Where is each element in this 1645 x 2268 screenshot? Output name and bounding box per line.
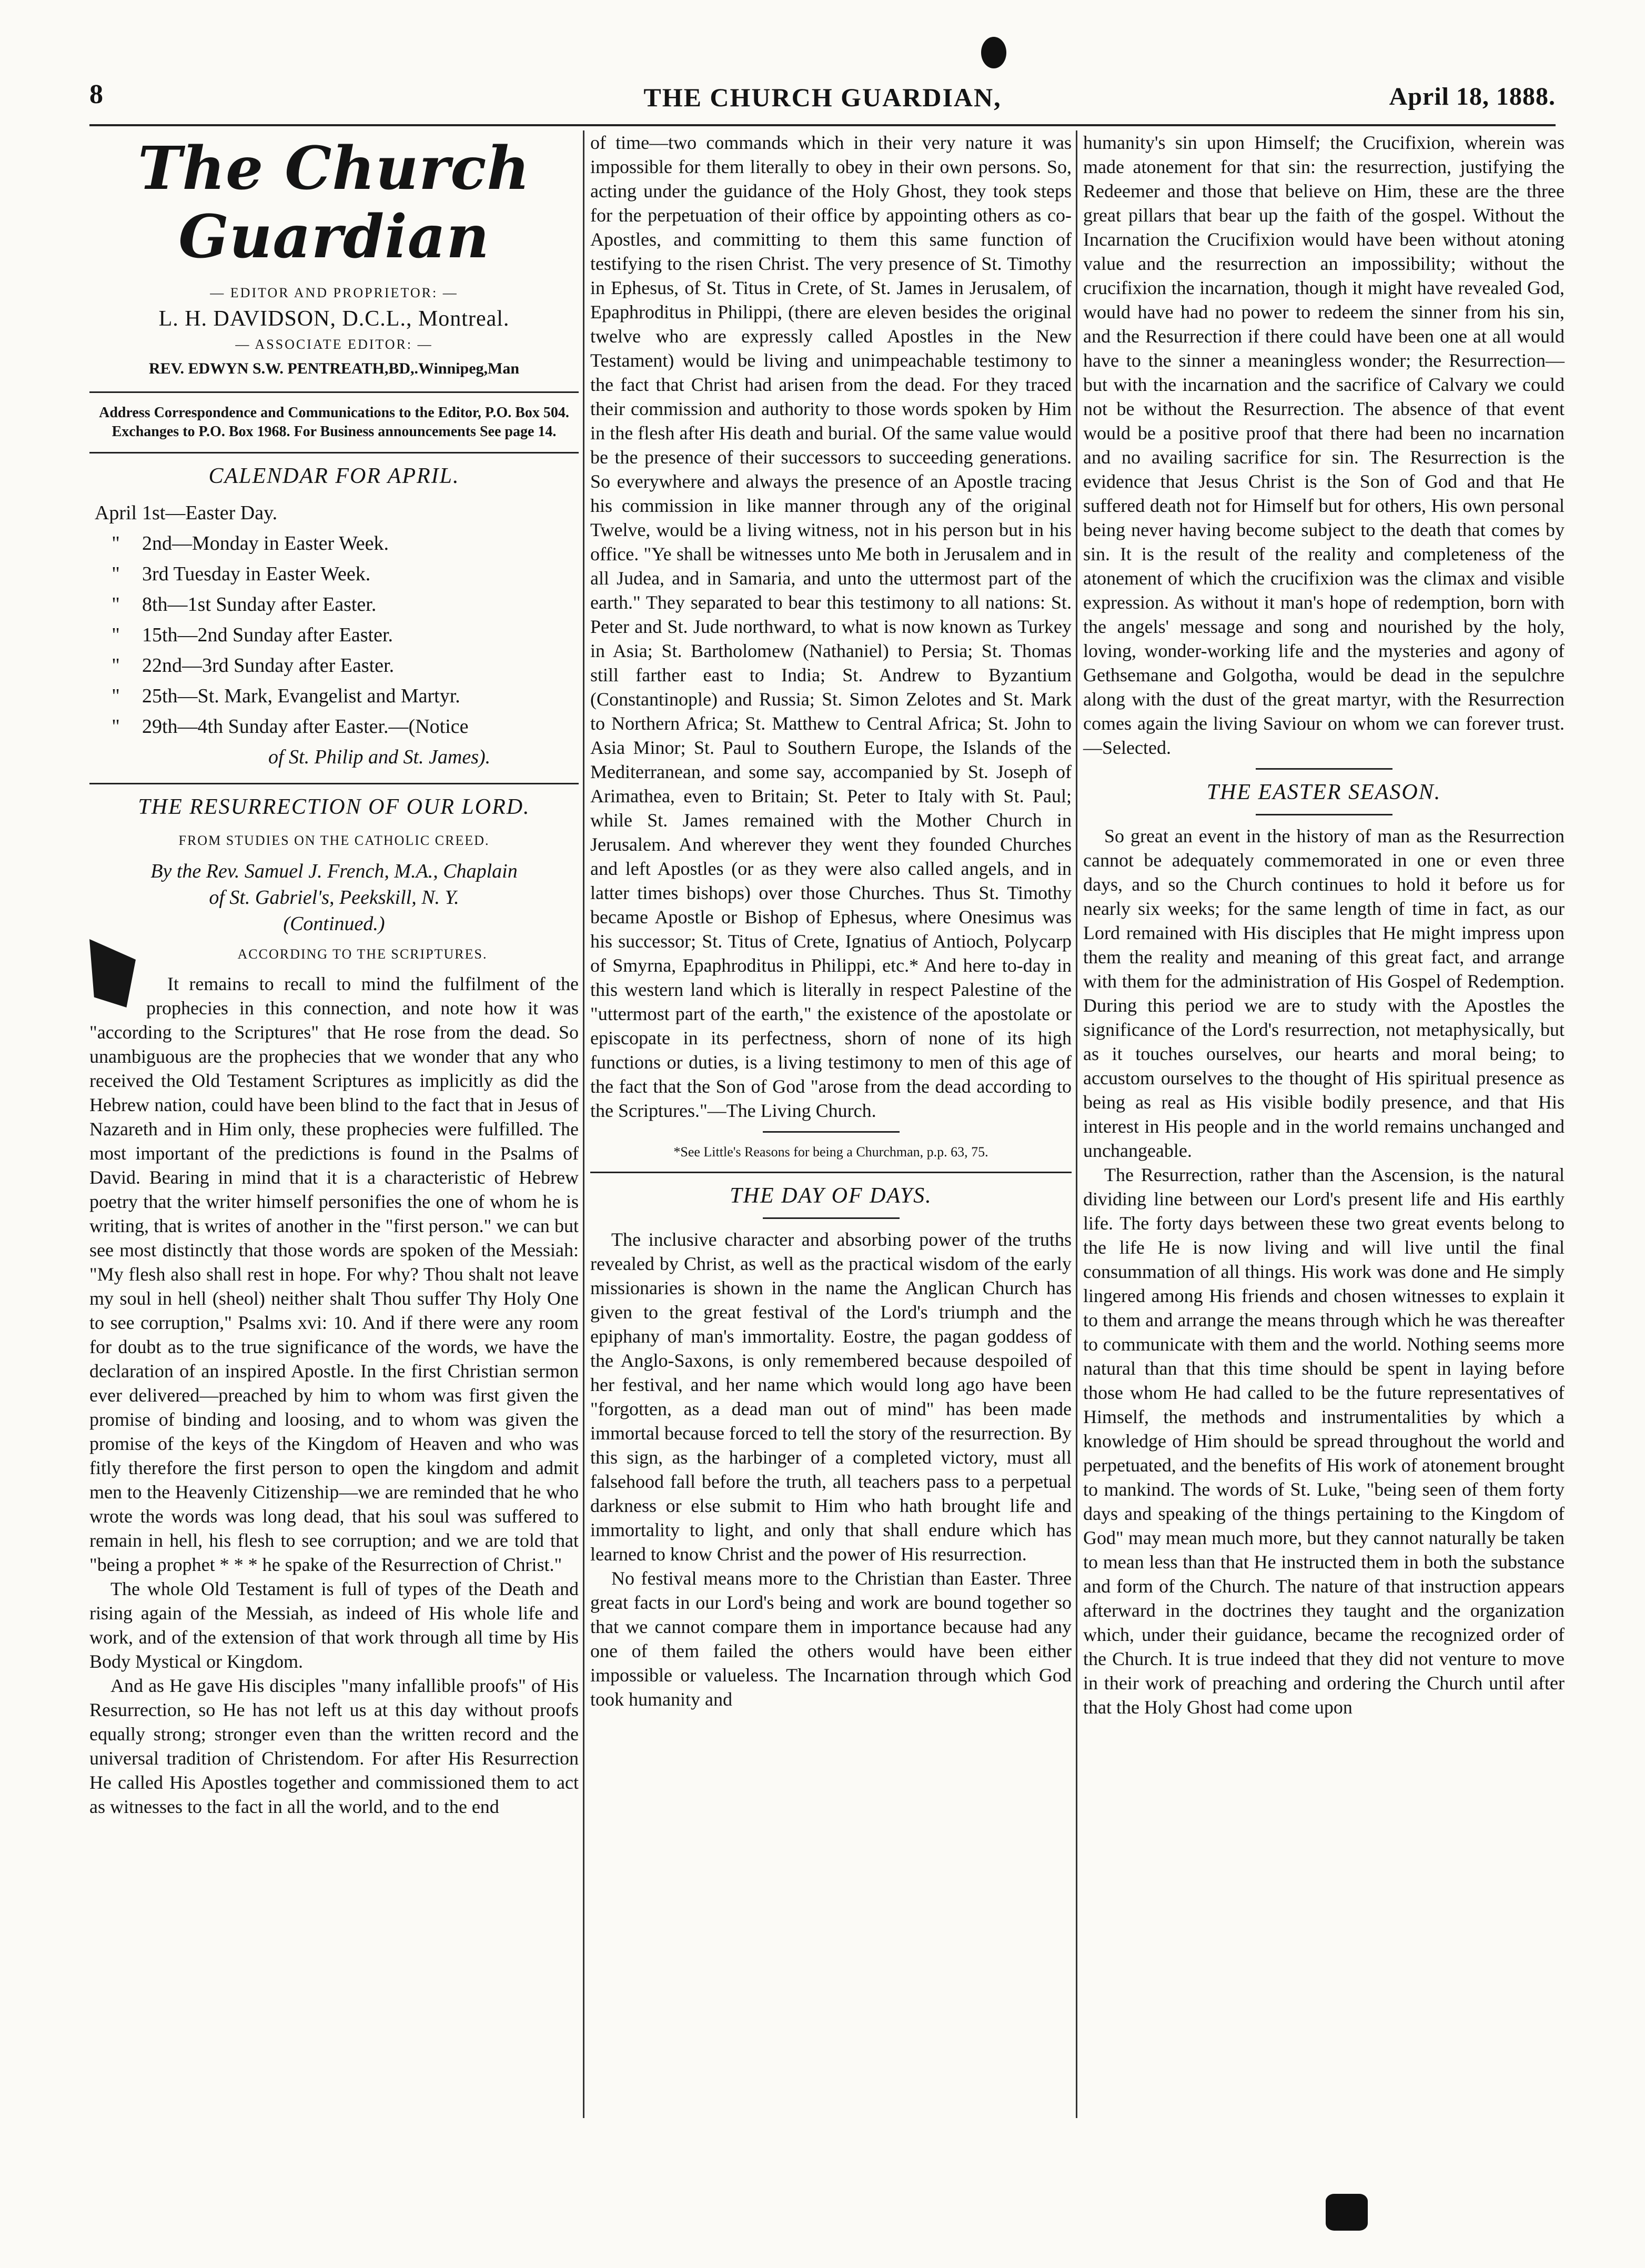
masthead-title: The Church Guardian — [138, 134, 530, 271]
divider — [763, 1217, 900, 1219]
editor-label: — EDITOR AND PROPRIETOR: — — [210, 285, 458, 300]
column-rule-1 — [583, 130, 584, 2118]
calendar-item: " 8th—1st Sunday after Easter. — [112, 593, 377, 616]
column-rule-2 — [1076, 130, 1077, 2118]
column-3 — [1083, 130, 1565, 1719]
editor-name: L. H. DAVIDSON, D.C.L., Montreal. — [158, 307, 510, 331]
calendar-item: April 1st—Easter Day. — [94, 502, 278, 524]
calendar-title: CALENDAR FOR APRIL. — [208, 464, 460, 488]
continued-note: (Continued.) — [283, 913, 385, 935]
calendar-item: " 25th—St. Mark, Evangelist and Martyr. — [112, 685, 460, 707]
paragraph: The inclusive character and absorbing power of the truths revealed by Christ, as well as the practical wisdom of the early missionaries is shown in the name the Anglican Church has given to the great festival of the Lord's triumph and the epiphany of man's immortality. Eostre, the pagan goddess of the Anglo-Saxons, is only remembered because despoiled of her festival, and her name which would long ago have been "forgotten, as a dead man out of mind" has been made immortal because forced to tell the story of the resurrection. By this sign, as the harbinger of a completed victory, must all falsehood fall before the truth, all teachers pass to a perpetual darkness or else submit to Him who hath brought life and immortality to light, and only that shall endure which has learned to know Christ and the power of His resurrection. — [590, 1229, 1072, 1565]
footnote: *See Little's Reasons for being a Churchman, p.p. 63, 75. — [673, 1144, 988, 1160]
ink-blot — [981, 37, 1006, 68]
issue-date: April 18, 1888. — [1389, 83, 1556, 110]
paragraph: of time—two commands which in their very nature it was impossible for them literally to obey in their own persons. So, acting under the guidance of the Holy Ghost, they took steps for the perpetuation of their office by appointing others as co-Apostles, and committing to them this same function of testifying to the risen Christ. The very presence of St. Timothy in Ephesus, of St. Titus in Crete, of St. James in Jerusalem, of Epaphroditus in Philippi, (there are eleven besides the original twelve who are expressly called Apostles in the New Testament) would be living and unimpeachable testimony to the fact that Christ had arisen from the dead. For they traced their commission and authority to those words spoken by Him in the flesh after His death and burial. Of the same value would be the presence of their successors to succeeding generations. So everywhere and always the presence of an Apostle tracing his commission in like manner through any of the original Twelve, would be a living witness, not in his person but in his office. "Ye shall be witnesses unto Me both in Jerusalem and in all Judea, and in Samaria, and unto the uttermost part of the earth." They separated to bear this testimony to all nations: St. Peter and St. Jude northward, to what is now known as Turkey in Asia; St. Bartholomew (Nathaniel) to Persia; St. Thomas still farther east to India; St. Andrew to Byzantium (Constantinople) and Russia; St. Simon Zelotes and St. Mark to Northern Africa; St. Matthew to Central Africa; St. John to Asia Minor; St. Paul to Southern Europe, the Islands of the Mediterranean, and some say, accompanied by St. Joseph of Arimathea, even to Britain; St. Peter to Italy with St. Paul; while St. James remained with the Mother Church in Jerusalem. And wherever they went they founded Churches and left Apostles (or as they were also called angels, and in latter times bishops) over those Churches. Thus St. Timothy became Apostle or Bishop of Ephesus, where Onesimus was his successor; St. Titus of Crete, Ignatius of Antioch, Polycarp of Smyrna, Epaphroditus in Philippi, etc.* And here to-day in this western land which is literally in respect Palestine of the "uttermost part of the earth," the existence of the apostolate or episcopate in its perfectness, shorn of none of its high functions or duties, is a living testimony to men of this age of the fact that the Son of God "arose from the dead according to the Scriptures."—The Living Church. — [590, 132, 1072, 1121]
associate-label: — ASSOCIATE EDITOR: — — [235, 337, 433, 352]
paragraph: So great an event in the history of man as the Resurrection cannot be adequately commemorated in one or even three days, and so the Church continues to hold it before us for nearly six weeks; for the same length of time in fact, as our Lord remained with His disciples that He might impress upon them the reality and meaning of this great fact, and arrange with them for the administration of His Gospel of Redemption. During this period we are to study with the Apostles the significance of the Lord's resurrection, not metaphysically, but as it touches ourselves, our hearts and moral being; to accustom ourselves to the thought of His spiritual presence as being as real as His visible bodily presence, and that His interest in His people and in the world remains unchanged and unchangeable. — [1083, 825, 1565, 1161]
divider — [89, 391, 579, 393]
calendar-continuation: of St. Philip and St. James). — [268, 746, 491, 768]
paragraph: It remains to recall to mind the fulfilment of the prophecies in this connection, and note how it was "according to the Scriptures" that He rose from the dead. So unambiguous are the prophecies that we wonder that any who received the Old Testament Scriptures as implicitly as did the Hebrew nation, could have been blind to the fact that in Jesus of Nazareth and in Him only, these prophecies were fulfilled. The most important of the predictions is found in the Psalms of David. Bearing in mind that it is a characteristic of Hebrew poetry that the writer himself personifies the one of whom he is writing, that is writes of another in the "first person." we can but see most distinctly that those words are spoken of the Messiah: "My flesh also shall rest in hope. For why? Thou shalt not leave my soul in hell (sheol) neither shalt Thou suffer Thy Holy One to see corruption," Psalms xvi: 10. And if there were any room for doubt as to the true significance of the words, we have the declaration of an inspired Apostle. In the first Christian sermon ever delivered—preached by him to whom was first given the promise of binding and loosing, and to whom was given the promise of the keys of the Kingdom of Heaven and who was fitly therefore the first person to open the kingdom and admit men to the Heavenly Citizenship—we are reminded that he who wrote the words was long dead, that his soul was suffered to remain in hell, his flesh to see corruption; and we are told that "being a prophet * * * he spake of the Resurrection of Christ." — [89, 973, 579, 1575]
divider — [590, 1172, 1072, 1173]
divider — [1256, 768, 1392, 770]
section-subhead: ACCORDING TO THE SCRIPTURES. — [237, 946, 488, 962]
associate-editor: REV. EDWYN S.W. PENTREATH,BD,.Winnipeg,Man — [148, 360, 520, 377]
byline-affiliation: of St. Gabriel's, Peekskill, N. Y. — [209, 886, 459, 909]
calendar-item: " 29th—4th Sunday after Easter.—(Notice — [112, 715, 469, 738]
article-source: FROM STUDIES ON THE CATHOLIC CREED. — [178, 833, 490, 848]
calendar-item: " 15th—2nd Sunday after Easter. — [112, 624, 393, 646]
divider — [763, 1131, 900, 1133]
header-rule — [89, 124, 1556, 126]
newspaper-title: THE CHURCH GUARDIAN, — [643, 83, 1002, 112]
divider — [1256, 814, 1392, 815]
divider — [89, 452, 579, 453]
calendar-item: " 3rd Tuesday in Easter Week. — [112, 563, 371, 585]
column-1 — [89, 130, 579, 1819]
article-title: THE RESURRECTION OF OUR LORD. — [138, 795, 530, 819]
ink-blot — [1326, 2194, 1368, 2231]
paragraph: No festival means more to the Christian than Easter. Three great facts in our Lord's being and work are bound together so that we cannot compare them in importance because had any one of them failed the others would have been either impossible or valueless. The Incarnation through which God took humanity and — [590, 1568, 1072, 1710]
column-2 — [590, 130, 1072, 1711]
divider — [89, 783, 579, 784]
article-title: THE DAY OF DAYS. — [730, 1184, 932, 1208]
article-title: THE EASTER SEASON. — [1206, 780, 1441, 804]
paragraph: humanity's sin upon Himself; the Crucifixion, wherein was made atonement for that sin: the resurrection, justifying the Redeemer and those that believe on Him, these are the three great pillars that bear up the faith of the gospel. Without the Incarnation the Crucifixion would have been without atoning value and the resurrection an impossibility; without the crucifixion the incarnation, though it might have revealed God, would have had no power to redeem the sinner from his sin, and the Resurrection if there could have been one at all would have to the sinner a meaningless wonder; the Resurrection—but with the incarnation and the sacrifice of Calvary we could not be without the Resurrection. The absence of that event would be a positive proof that there had been no incarnation and no availing sacrifice for sin. The Resurrection is the evidence that Jesus Christ is the Son of God and that He suffered death not for Himself but for others, His own personal being never having become subject to the death that comes by sin. It is the result of the reality and completeness of the atonement of which the crucifixion was the climax and visible expression. As without it man's hope of redemption, born with the angels' message and song and nourished by the holy, loving, wonder-working life and the mysteries and agony of Gethsemane and Golgotha, would be dead in the sepulchre along with the dust of the great martyr, with the Resurrection comes again the living Saviour on whom we can forever trust.—Selected. — [1083, 132, 1565, 758]
paragraph: The whole Old Testament is full of types of the Death and rising again of the Messiah, as indeed of His whole life and work, and of the extension of that work through all time by His Body Mystical or Kingdom. — [89, 1578, 579, 1672]
page-number: 8 — [89, 79, 103, 109]
calendar-item: " 2nd—Monday in Easter Week. — [112, 532, 389, 555]
calendar-list — [89, 498, 579, 772]
byline: By the Rev. Samuel J. French, M.A., Chaplain — [150, 860, 518, 882]
running-head — [89, 79, 1556, 121]
calendar-item: " 22nd—3rd Sunday after Easter. — [112, 654, 395, 677]
paragraph: The Resurrection, rather than the Ascension, is the natural dividing line between our Lord's present life and His earthly life. The forty days between these two great events belong to the life He is now living and will live until the final consummation of all things. His work was done and He simply lingered among His friends and chosen witnesses to explain it to them and arrange the means through which he was thereafter to communicate with them and the world. Nothing seems more natural than that this time should be spent in laying before those whom He had called to be the future representatives of Himself, the methods and instrumentalities by which a knowledge of Him should be spread throughout the world and perpetuated, and the benefits of His work of atonement brought to mankind. The words of St. Luke, "being seen of them forty days and speaking of the things pertaining to the Kingdom of God" may mean much more, but they cannot naturally be taken to mean less than that He instructed them in both the substance and form of the Church. The nature of that instruction appears afterward in the doctrines they taught and the organization which, under their guidance, became the recognized order of the Church. It is true indeed that they did not venture to move in their work of preaching and ordering the Church until after that the Holy Ghost had come upon — [1083, 1164, 1565, 1718]
address-notice: Address Correspondence and Communications to the Editor, P.O. Box 504. Exchanges to P.O. Box 1968. For Business announcements See page 14. — [99, 405, 569, 440]
paragraph: And as He gave His disciples "many infallible proofs" of His Resurrection, so He has not left us at this day without proofs equally strong; stronger even than the written record and the universal tradition of Christendom. For after His Resurrection He called His Apostles together and commissioned them to act as witnesses to the fact in all the world, and to the end — [89, 1675, 579, 1817]
